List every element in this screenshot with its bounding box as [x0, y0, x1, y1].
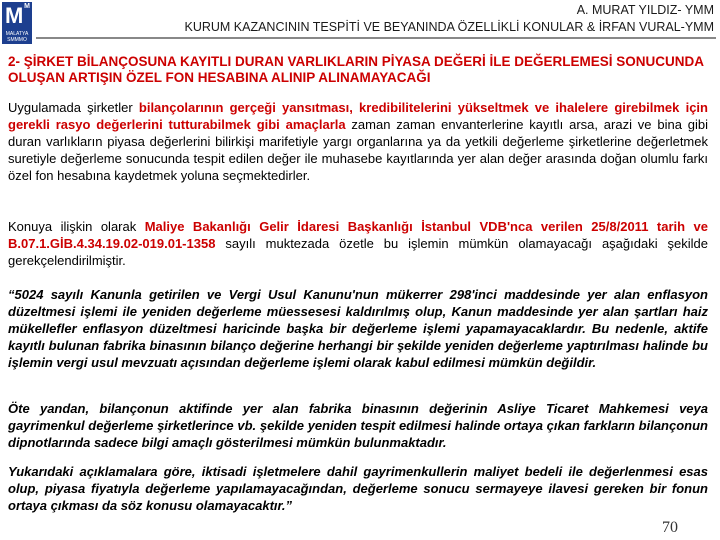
p2-text-a: Konuya ilişkin olarak: [8, 219, 145, 234]
logo-letter: M: [5, 3, 24, 28]
logo-caption-1: MALATYA: [5, 31, 29, 37]
quote-paragraph-2: Öte yandan, bilançonun aktifinde yer alan fabrika binasının değerinin Asliye Ticaret Mahkemesi veya gayrimenkul değerleme şirketlerince vb. şekilde yeniden tespit edilmesi halinde ortaya çıkan farkların bilançonun dipnotlarında sadece bilgi amaçlı gösterilmesi mümkün bulunmaktadır.: [8, 401, 708, 450]
p1-text-a: Uygulamada şirketler: [8, 100, 139, 115]
p1-highlight: bilançolarının gerçeği yansıtması, kredibilitelerini yükseltmek ve ihalelere girebilmek için gerekli rasyo değerlerini tutturabilmek gibi amaçlarla: [8, 100, 708, 132]
p2-highlight: Maliye Bakanlığı Gelir İdaresi Başkanlığı İstanbul VDB'nca verilen 25/8/2011 tarih ve B.07.1.GİB.4.34.19.02-019.01-1358: [8, 219, 709, 251]
logo-caption: [2, 31, 32, 43]
header-author: A. MURAT YILDIZ- YMM: [576, 3, 714, 17]
header-divider: [36, 37, 716, 39]
malatya-smmmo-logo: [2, 2, 32, 44]
section-title: 2- ŞİRKET BİLANÇOSUNA KAYITLI DURAN VARLIKLARIN PİYASA DEĞERİ İLE DEĞERLEMESİ SONUCUNDA OLUŞAN ARTIŞIN ÖZEL FON HESABINA ALINIP ALINAMAYACAĞI: [8, 54, 704, 85]
paragraph-2: [8, 218, 708, 269]
quote-paragraph-1: “5024 sayılı Kanunla getirilen ve Vergi Usul Kanunu'nun mükerrer 298'inci maddesinde yer alan enflasyon düzeltmesi işlemi ile yeniden değerleme müessesesi kaldırılmış olup, Kanun maddesinde yer alan şartları haiz mükellefler enflasyon düzeltmesi haricinde başka bir değerleme işlemi yapamayacaklardır. Bu nedenle, aktife kayıtlı bulunan fabrika binasının bilanço değerine herhangi bir şekilde yeniden değerleme yaptırılması halinde bu işlemin vergi usul mevzuatı açısından değerleme işlemi olarak kabul edilmesi mümkün değildir.: [8, 287, 708, 370]
p1-text-c: zaman zaman envanterlerine kayıtlı arsa, arazi ve bina gibi duran varlıkların piyasa değerlerini bilirkişi marifetiyle yargı organlarına ya da yetkili değerleme şirketlerine değerletmek suretiyle değerleme sonucunda tespit edilen değer ile muhasebe kayıtlarında yer alan değer arasında doğan olumlu farkı özel fon hesabına kaydetmek yoluna seçmektedirler.: [8, 117, 708, 183]
p2-text-c: sayılı muktezada özetle bu işlemin mümkün olamayacağı aşağıdaki şekilde gerekçelendirilmiştir.: [8, 236, 708, 268]
logo-caption-2: SMMMO: [7, 37, 27, 43]
paragraph-1: [8, 99, 708, 184]
logo-sup: M: [24, 3, 30, 10]
quote-paragraph-3: Yukarıdaki açıklamalara göre, iktisadi işletmelere dahil gayrimenkullerin maliyet bedeli ile değerlenmesi esas olup, piyasa fiyatıyla değerleme yapılamayacağından, değerleme sonucu sermayeye ilavesi gereken bir fonun ortaya çıkması da söz konusu olamayacaktır.”: [8, 464, 708, 513]
page-number: 70: [662, 519, 678, 536]
header-subtitle: KURUM KAZANCININ TESPİTİ VE BEYANINDA ÖZELLİKLİ KONULAR & İRFAN VURAL-YMM: [184, 20, 714, 34]
